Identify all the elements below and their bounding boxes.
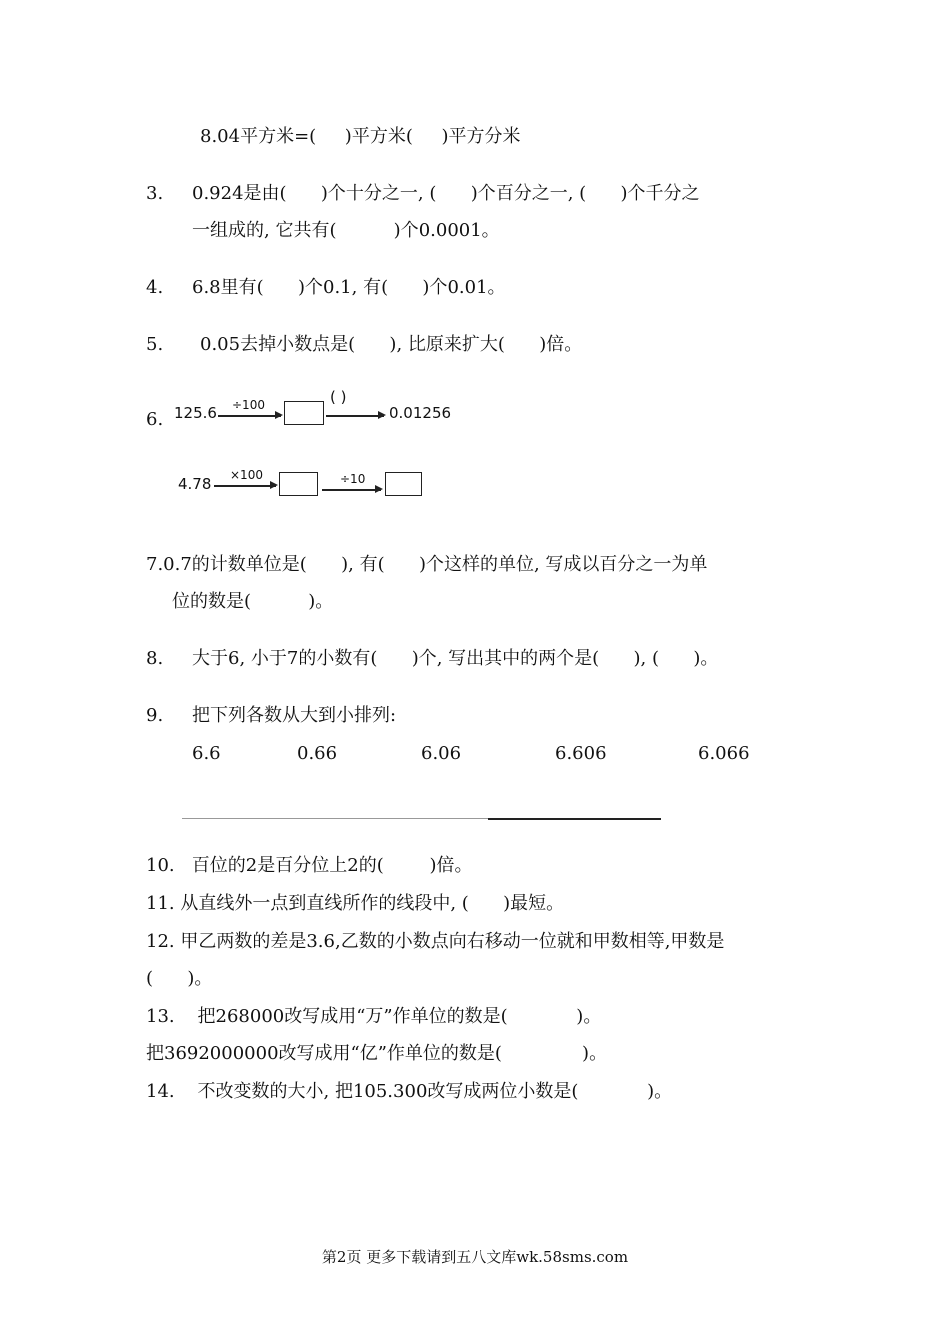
q5-text: 0.05去掉小数点是( ), 比原来扩大( )倍。 — [200, 334, 583, 355]
q11-text: 11. 从直线外一点到直线所作的线段中, ( )最短。 — [146, 893, 565, 914]
q8-text: 大于6, 小于7的小数有( )个, 写出其中的两个是( ), ( )。 — [192, 648, 719, 669]
q9-number-1: 6.6 — [192, 743, 221, 764]
q6-row1-box — [284, 401, 324, 425]
q6-row2-op2: ÷10 — [340, 472, 366, 486]
q4-number: 4. — [146, 277, 164, 298]
q2-continuation: 8.04平方米=( )平方米( )平方分米 — [200, 126, 521, 147]
q4-text: 6.8里有( )个0.1, 有( )个0.01。 — [192, 277, 506, 298]
q6-row1-start: 125.6 — [174, 404, 217, 422]
q9-number-5: 6.066 — [698, 743, 750, 764]
q9-number-2: 0.66 — [297, 743, 338, 764]
q9-number: 9. — [146, 705, 164, 726]
page-footer: 第2页 更多下载请到五八文库wk.58sms.com — [321, 1248, 629, 1266]
q7-line2: 位的数是( )。 — [172, 591, 334, 612]
q6-row1-arrow2 — [326, 415, 384, 417]
q6-row1-op2-blank: ( ) — [330, 388, 347, 406]
q9-number-4: 6.606 — [555, 743, 607, 764]
q3-line2: 一组成的, 它共有( )个0.0001。 — [192, 220, 500, 241]
q8-number: 8. — [146, 648, 164, 669]
q6-row2-box2 — [385, 472, 422, 496]
q6-row2-start: 4.78 — [178, 475, 212, 493]
q9-answer-line-light — [182, 818, 488, 819]
q6-row2-op1: ×100 — [230, 468, 263, 482]
q6-row2-arrow1 — [214, 485, 276, 487]
q12-line1: 12. 甲乙两数的差是3.6,乙数的小数点向右移动一位就和甲数相等,甲数是 — [146, 931, 725, 952]
q5-number: 5. — [146, 334, 164, 355]
q6-row2-box1 — [279, 472, 318, 496]
q9-answer-line-dark — [488, 818, 661, 820]
q6-row1-end: 0.01256 — [389, 404, 452, 422]
q13-line1: 13. 把268000改写成用“万”作单位的数是( )。 — [146, 1006, 602, 1027]
q3-line1: 0.924是由( )个十分之一, ( )个百分之一, ( )个千分之 — [192, 183, 700, 204]
q6-number: 6. — [146, 409, 164, 430]
q13-line2: 把3692000000改写成用“亿”作单位的数是( )。 — [146, 1043, 608, 1064]
q12-line2: ( )。 — [146, 968, 213, 989]
q6-row1-op1: ÷100 — [232, 398, 265, 412]
q3-number: 3. — [146, 183, 164, 204]
q7-line1: 7.0.7的计数单位是( ), 有( )个这样的单位, 写成以百分之一为单 — [146, 554, 708, 575]
q10-text: 10. 百位的2是百分位上2的( )倍。 — [146, 855, 473, 876]
q6-row2-arrow2 — [322, 489, 381, 491]
q9-text: 把下列各数从大到小排列: — [192, 705, 397, 726]
q6-row1-arrow1 — [218, 415, 281, 417]
q14-text: 14. 不改变数的大小, 把105.300改写成两位小数是( )。 — [146, 1081, 673, 1102]
q9-number-3: 6.06 — [421, 743, 462, 764]
